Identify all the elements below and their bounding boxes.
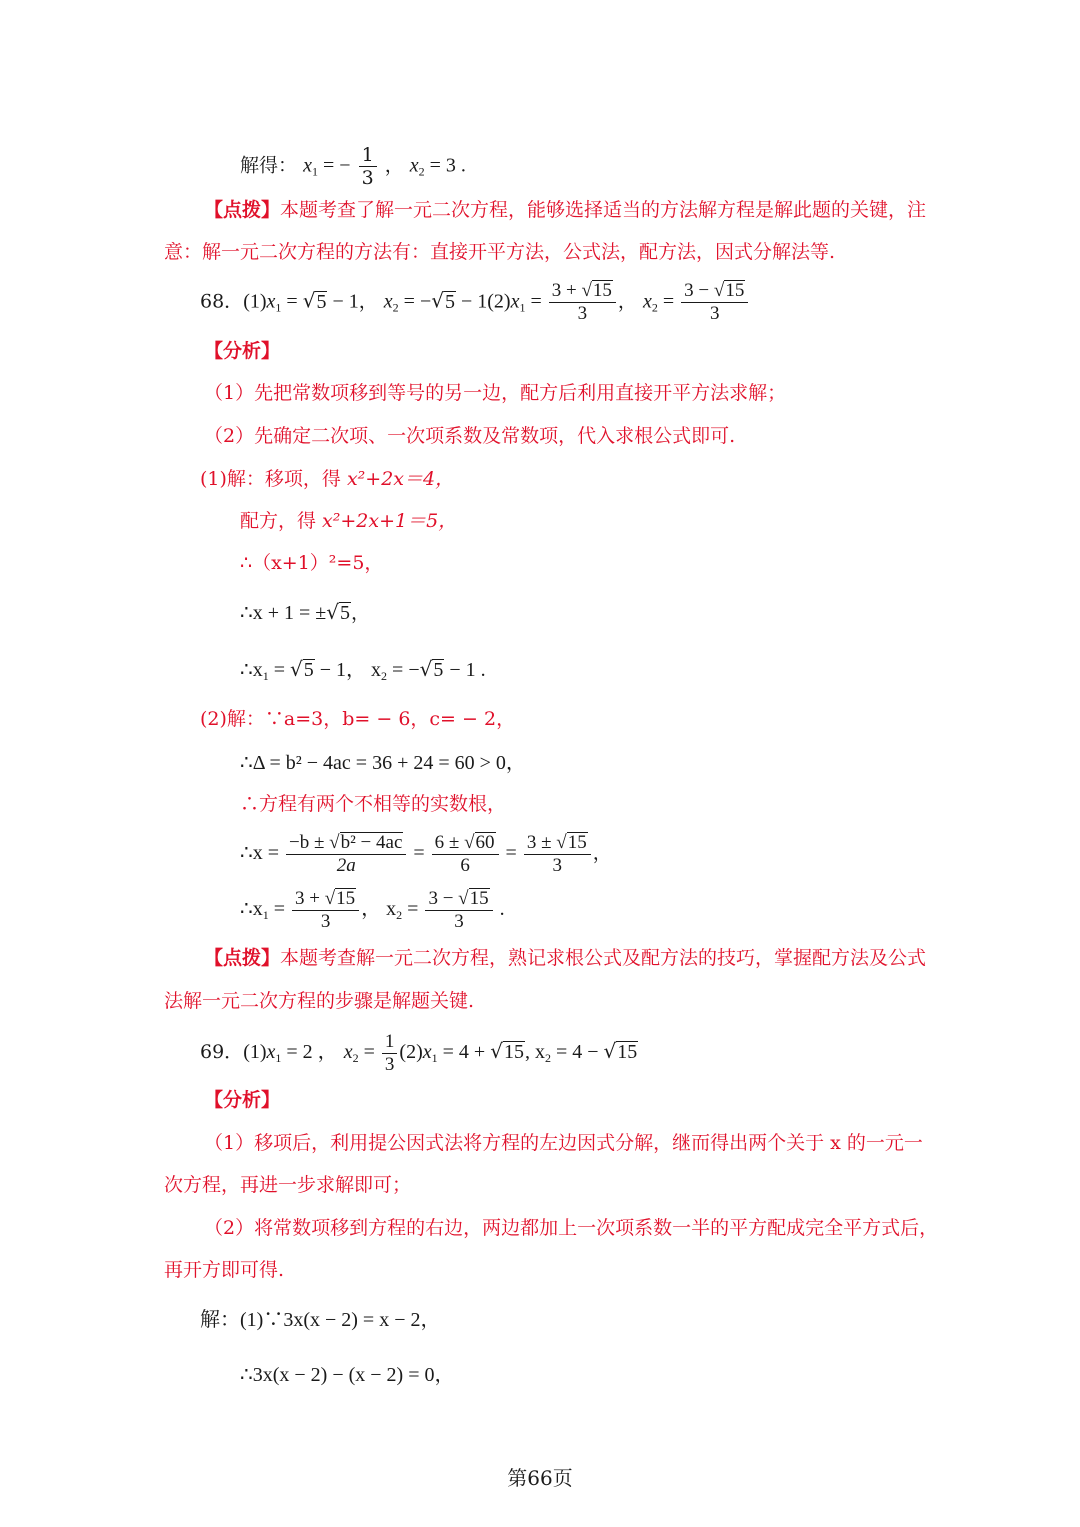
equals: = <box>268 659 291 681</box>
equals: = <box>358 1041 380 1063</box>
radicand: 15 <box>617 1041 638 1063</box>
subscript: 1 <box>275 1051 282 1065</box>
frac-num-text: −b ± <box>289 831 330 853</box>
question-number: 69． <box>200 1041 244 1063</box>
sqrt-sign: √ <box>302 288 316 313</box>
sol68-1-step2 <box>240 509 457 533</box>
fraction: $\frac{6 \pm √60}{6}$ <box>432 832 499 877</box>
equals-neg: = − <box>317 154 351 177</box>
fraction-one-third <box>359 144 377 189</box>
equals-neg: = − <box>387 659 420 681</box>
part-label: (2) <box>399 1041 423 1063</box>
radicand: 60 <box>475 831 495 853</box>
separator: ， <box>358 290 378 313</box>
radicand: 5 <box>316 290 327 313</box>
equals: = <box>657 290 680 313</box>
x2-value: = 3 . <box>424 154 466 177</box>
separator: ， <box>351 602 371 624</box>
frac-numerator: 1 <box>382 1031 398 1054</box>
tip-tag: 【点拨】 <box>204 947 281 969</box>
minus-one: − 1 <box>455 290 488 313</box>
equals: = <box>500 842 522 864</box>
fraction-one-third <box>382 1031 398 1076</box>
part-label: (1) <box>243 1041 267 1063</box>
solution-result-line <box>240 144 466 189</box>
analysis69-s1-line2: 次方程，再进一步求解即可； <box>164 1174 412 1196</box>
frac-denominator: 3 <box>552 854 563 876</box>
separator: ， <box>592 842 612 864</box>
radicand: 15 <box>592 280 612 301</box>
equals: = <box>525 290 547 313</box>
tip-text: 本题考查了解一元二次方程，能够选择适当的方法解方程是解此题的关键，注 <box>280 199 927 221</box>
equation: − 1， x <box>314 659 382 681</box>
sol68-2-formula <box>240 830 612 877</box>
radicand: 5 <box>340 602 351 624</box>
subscript: 2 <box>418 164 425 179</box>
x1-value: = 2 ， <box>281 1041 338 1063</box>
fraction: $\frac{3 + √15}{3}$ <box>292 888 359 933</box>
subscript: 2 <box>651 300 658 315</box>
equals: = <box>281 290 303 313</box>
frac-denominator: 3 <box>320 910 331 932</box>
fraction: $\frac{3 + √15}{3}$ <box>549 280 616 325</box>
q69-answer <box>200 1028 638 1081</box>
var-x: x <box>383 290 393 313</box>
sqrt-sign: √ <box>490 1039 503 1063</box>
var-x1: x <box>303 154 312 177</box>
var-x: x <box>343 1041 353 1063</box>
equation: − 1 . <box>444 659 486 681</box>
separator: ， <box>384 154 404 177</box>
tip-tag: 【点拨】 <box>204 199 281 221</box>
frac-denominator: 3 <box>454 910 464 932</box>
subscript: 2 <box>544 1051 551 1065</box>
radicand: 15 <box>503 1041 524 1063</box>
fraction: $\frac{3 - √15}{3}$ <box>425 888 492 933</box>
sol68-1-step4 <box>240 600 370 625</box>
period: . <box>494 898 505 920</box>
part-label: (2) <box>487 290 511 313</box>
subscript: 2 <box>352 1051 359 1065</box>
frac-num-text: 3 − <box>428 887 459 909</box>
var-x: x <box>266 1041 276 1063</box>
equals: = <box>402 898 424 920</box>
radicand: 5 <box>303 659 314 681</box>
equation: ∴x <box>240 659 263 681</box>
part-label: (1) <box>243 290 267 313</box>
q68-answer <box>200 280 750 325</box>
equation: ∴x + 1 = ± <box>240 602 327 624</box>
sol69-step2: ∴3x(x − 2) − (x − 2) = 0， <box>240 1364 455 1386</box>
subscript: 1 <box>311 164 318 179</box>
analysis69-s2-line2: 再开方即可得. <box>164 1259 285 1281</box>
analysis-step-2: （2）先确定二次项、一次项系数及常数项，代入求根公式即可. <box>204 425 736 447</box>
equation: , x <box>524 1041 545 1063</box>
var-x: x <box>642 290 652 313</box>
sol68-1-step5 <box>240 657 486 688</box>
equation: = 4 + <box>437 1041 491 1063</box>
sol68-2-delta: ∴Δ = b² − 4ac = 36 + 24 = 60 > 0， <box>240 752 526 774</box>
tip-text: 本题考查解一元二次方程，熟记求根公式及配方法的技巧，掌握配方法及公式 <box>280 947 927 969</box>
frac-denominator: 3 <box>384 1053 395 1075</box>
sol68-2-head: (2)解：∵a=3，b= − 6，c= − 2， <box>200 708 516 730</box>
sol69-head: 解：(1)∵3x(x − 2) = x − 2， <box>200 1309 441 1331</box>
sqrt-sign: √ <box>431 288 444 313</box>
equals: = <box>408 842 430 864</box>
frac-num-text: 3 − <box>684 280 714 301</box>
sqrt-sign: √ <box>290 657 303 681</box>
fraction: $\frac{3 \pm √15}{3}$ <box>524 832 591 877</box>
analysis-tag: 【分析】 <box>204 1089 281 1111</box>
radicand: 5 <box>433 659 444 681</box>
var-x2: x <box>409 154 419 177</box>
frac-denominator: 3 <box>361 167 374 189</box>
analysis-step-1: （1）先把常数项移到等号的另一边，配方后利用直接开平方法求解； <box>204 382 787 404</box>
subscript: 1 <box>262 908 269 922</box>
subscript: 2 <box>392 300 399 315</box>
subscript: 2 <box>381 669 388 683</box>
frac-num-text: 3 ± <box>526 831 557 853</box>
equals: = <box>268 898 291 920</box>
frac-num-text: 6 ± <box>434 831 465 853</box>
radicand: 15 <box>336 887 356 909</box>
separator: ， <box>617 290 637 313</box>
frac-denominator: 2a <box>336 854 356 876</box>
equation: ∴x <box>240 898 263 920</box>
sqrt-sign: √ <box>603 1039 617 1063</box>
radicand: 15 <box>469 887 489 909</box>
jiede-label: 解得： <box>240 154 298 177</box>
sol-head: (1)解：移项，得 <box>200 468 347 490</box>
equation: ， x <box>361 898 397 920</box>
subscript: 1 <box>431 1051 438 1065</box>
sqrt-sign: √ <box>419 657 433 681</box>
tip-text: 意：解一元二次方程的方法有：直接开平方法，公式法，配方法，因式分解法等. <box>164 241 836 263</box>
equation: x²+2x+1＝5， <box>322 510 458 532</box>
radicand: 5 <box>444 290 455 313</box>
sol68-1-head <box>200 467 454 491</box>
quadratic-formula-fraction: $\frac{\text{−b ± √b² − 4ac}}{2a}$ <box>286 832 406 877</box>
frac-denominator: 3 <box>577 303 588 324</box>
tip-paragraph-1-line1 <box>204 198 926 222</box>
step-label: 配方，得 <box>240 510 323 532</box>
frac-denominator: 6 <box>460 854 470 876</box>
tip-paragraph-2-line1 <box>204 946 926 970</box>
sol68-2-final <box>240 886 505 938</box>
equation: ∴x = <box>240 842 285 864</box>
fraction: $\frac{3 - √15}{3}$ <box>681 280 748 325</box>
var-x: x <box>422 1041 432 1063</box>
var-x: x <box>510 290 520 313</box>
sol68-2-roots: ∴方程有两个不相等的实数根， <box>240 793 507 815</box>
equals-neg: = − <box>398 290 432 313</box>
frac-numerator: 1 <box>359 144 377 167</box>
question-number: 68． <box>200 290 244 313</box>
var-x: x <box>266 290 276 313</box>
subscript: 1 <box>262 669 269 683</box>
frac-denominator: 3 <box>709 303 720 324</box>
radicand: 15 <box>567 831 587 853</box>
subscript: 1 <box>275 300 282 315</box>
tip-paragraph-2-line2: 法解一元二次方程的步骤是解题关键. <box>164 990 475 1012</box>
analysis-tag: 【分析】 <box>204 340 281 362</box>
radicand: b² − 4ac <box>340 831 403 853</box>
equation: = 4 − <box>550 1041 604 1063</box>
page-number: 第66页 <box>507 1466 573 1490</box>
subscript: 2 <box>396 908 403 922</box>
sol68-1-step3: ∴（x+1）²=5， <box>240 552 384 574</box>
tip-paragraph-1-line2 <box>164 240 835 264</box>
frac-num-text: 3 + <box>295 887 325 909</box>
sqrt-sign: √ <box>326 600 340 624</box>
equation: x²+2x＝4， <box>346 468 455 490</box>
analysis69-s1-line1: （1）移项后，利用提公因式法将方程的左边因式分解，继而得出两个关于 x 的一元一 <box>204 1132 923 1154</box>
minus-one: − 1 <box>327 290 359 313</box>
analysis69-s2-line1: （2）将常数项移到方程的右边，两边都加上一次项系数一半的平方配成完全平方式后， <box>204 1217 939 1239</box>
subscript: 1 <box>519 300 526 315</box>
radicand: 15 <box>725 280 745 301</box>
frac-num-text: 3 + <box>551 280 582 301</box>
